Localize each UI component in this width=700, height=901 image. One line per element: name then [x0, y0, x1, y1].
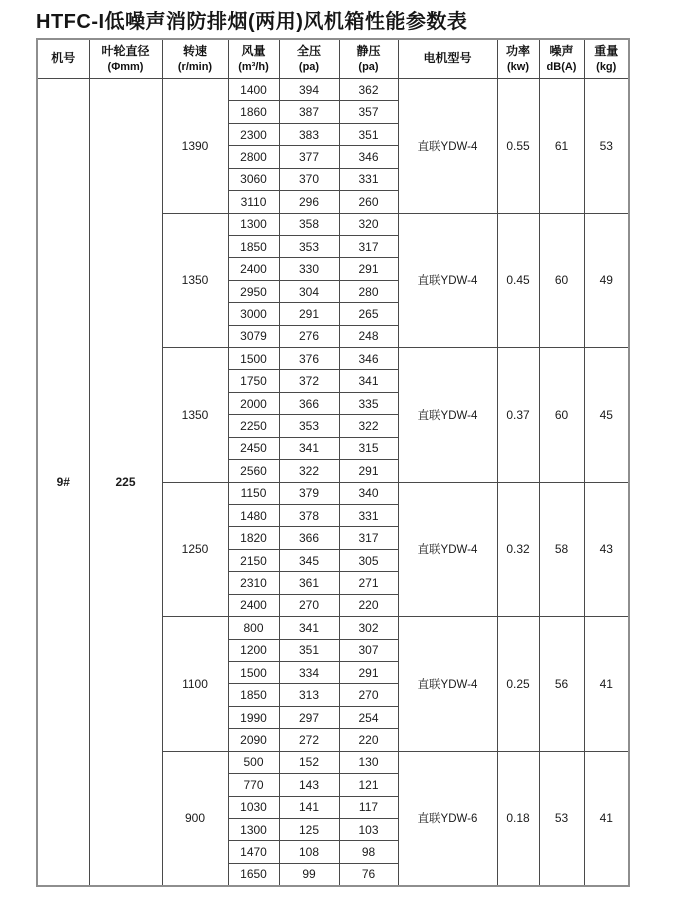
machine-no-cell: 9# [37, 79, 89, 887]
weight-cell: 49 [584, 213, 629, 348]
static-pressure-cell: 220 [339, 729, 398, 751]
total-pressure-cell: 141 [279, 796, 339, 818]
col-header-machine-no: 机号 [37, 39, 89, 79]
airflow-cell: 2450 [228, 437, 279, 459]
power-cell: 0.25 [497, 617, 539, 752]
airflow-cell: 2400 [228, 258, 279, 280]
static-pressure-cell: 315 [339, 437, 398, 459]
total-pressure-cell: 345 [279, 549, 339, 571]
airflow-cell: 2250 [228, 415, 279, 437]
weight-cell: 41 [584, 751, 629, 886]
static-pressure-cell: 248 [339, 325, 398, 347]
airflow-cell: 1820 [228, 527, 279, 549]
static-pressure-cell: 305 [339, 549, 398, 571]
airflow-cell: 1300 [228, 818, 279, 840]
total-pressure-cell: 372 [279, 370, 339, 392]
airflow-cell: 3110 [228, 191, 279, 213]
noise-cell: 60 [539, 348, 584, 483]
total-pressure-cell: 99 [279, 863, 339, 886]
static-pressure-cell: 291 [339, 460, 398, 482]
static-pressure-cell: 357 [339, 101, 398, 123]
static-pressure-cell: 320 [339, 213, 398, 235]
static-pressure-cell: 98 [339, 841, 398, 863]
airflow-cell: 2150 [228, 549, 279, 571]
airflow-cell: 1150 [228, 482, 279, 504]
col-header-speed: 转速 (r/min) [162, 39, 228, 79]
motor-model-cell: 直联YDW-6 [398, 751, 497, 886]
static-pressure-cell: 340 [339, 482, 398, 504]
static-pressure-cell: 346 [339, 146, 398, 168]
power-cell: 0.55 [497, 79, 539, 214]
total-pressure-cell: 330 [279, 258, 339, 280]
impeller-diameter-cell: 225 [89, 79, 162, 887]
total-pressure-cell: 353 [279, 235, 339, 257]
speed-cell: 1350 [162, 348, 228, 483]
airflow-cell: 1500 [228, 661, 279, 683]
noise-cell: 58 [539, 482, 584, 617]
total-pressure-cell: 383 [279, 123, 339, 145]
airflow-cell: 3000 [228, 303, 279, 325]
airflow-cell: 2300 [228, 123, 279, 145]
static-pressure-cell: 341 [339, 370, 398, 392]
speed-cell: 1250 [162, 482, 228, 617]
total-pressure-cell: 125 [279, 818, 339, 840]
total-pressure-cell: 276 [279, 325, 339, 347]
static-pressure-cell: 362 [339, 79, 398, 101]
motor-model-cell: 直联YDW-4 [398, 348, 497, 483]
total-pressure-cell: 272 [279, 729, 339, 751]
total-pressure-cell: 152 [279, 751, 339, 773]
noise-cell: 60 [539, 213, 584, 348]
static-pressure-cell: 317 [339, 527, 398, 549]
static-pressure-cell: 265 [339, 303, 398, 325]
static-pressure-cell: 254 [339, 706, 398, 728]
total-pressure-cell: 143 [279, 774, 339, 796]
total-pressure-cell: 366 [279, 392, 339, 414]
airflow-cell: 2310 [228, 572, 279, 594]
total-pressure-cell: 358 [279, 213, 339, 235]
power-cell: 0.45 [497, 213, 539, 348]
total-pressure-cell: 353 [279, 415, 339, 437]
header-row [37, 39, 629, 79]
total-pressure-cell: 341 [279, 617, 339, 639]
airflow-cell: 1500 [228, 348, 279, 370]
total-pressure-cell: 291 [279, 303, 339, 325]
static-pressure-cell: 351 [339, 123, 398, 145]
airflow-cell: 800 [228, 617, 279, 639]
static-pressure-cell: 117 [339, 796, 398, 818]
speed-cell: 900 [162, 751, 228, 886]
static-pressure-cell: 317 [339, 235, 398, 257]
col-header-static-pressure: 静压 (pa) [339, 39, 398, 79]
airflow-cell: 770 [228, 774, 279, 796]
col-header-noise: 噪声 dB(A) [539, 39, 584, 79]
table-row [37, 79, 629, 101]
total-pressure-cell: 334 [279, 661, 339, 683]
motor-model-cell: 直联YDW-4 [398, 617, 497, 752]
total-pressure-cell: 322 [279, 460, 339, 482]
airflow-cell: 1030 [228, 796, 279, 818]
motor-model-cell: 直联YDW-4 [398, 79, 497, 214]
weight-cell: 45 [584, 348, 629, 483]
static-pressure-cell: 271 [339, 572, 398, 594]
static-pressure-cell: 260 [339, 191, 398, 213]
total-pressure-cell: 297 [279, 706, 339, 728]
col-header-power: 功率 (kw) [497, 39, 539, 79]
total-pressure-cell: 377 [279, 146, 339, 168]
static-pressure-cell: 220 [339, 594, 398, 616]
total-pressure-cell: 376 [279, 348, 339, 370]
total-pressure-cell: 394 [279, 79, 339, 101]
airflow-cell: 1990 [228, 706, 279, 728]
total-pressure-cell: 296 [279, 191, 339, 213]
airflow-cell: 3060 [228, 168, 279, 190]
total-pressure-cell: 366 [279, 527, 339, 549]
total-pressure-cell: 108 [279, 841, 339, 863]
static-pressure-cell: 331 [339, 505, 398, 527]
airflow-cell: 1480 [228, 505, 279, 527]
total-pressure-cell: 370 [279, 168, 339, 190]
airflow-cell: 1750 [228, 370, 279, 392]
table-header [37, 39, 629, 79]
total-pressure-cell: 379 [279, 482, 339, 504]
total-pressure-cell: 387 [279, 101, 339, 123]
speed-cell: 1350 [162, 213, 228, 348]
static-pressure-cell: 121 [339, 774, 398, 796]
total-pressure-cell: 361 [279, 572, 339, 594]
static-pressure-cell: 335 [339, 392, 398, 414]
total-pressure-cell: 304 [279, 280, 339, 302]
table-body [37, 79, 629, 887]
airflow-cell: 2800 [228, 146, 279, 168]
static-pressure-cell: 270 [339, 684, 398, 706]
speed-cell: 1100 [162, 617, 228, 752]
airflow-cell: 2560 [228, 460, 279, 482]
noise-cell: 61 [539, 79, 584, 214]
fan-spec-table [36, 38, 630, 887]
airflow-cell: 2950 [228, 280, 279, 302]
motor-model-cell: 直联YDW-4 [398, 482, 497, 617]
airflow-cell: 3079 [228, 325, 279, 347]
airflow-cell: 1850 [228, 235, 279, 257]
col-header-airflow: 风量 (m³/h) [228, 39, 279, 79]
airflow-cell: 1860 [228, 101, 279, 123]
static-pressure-cell: 76 [339, 863, 398, 886]
static-pressure-cell: 280 [339, 280, 398, 302]
airflow-cell: 500 [228, 751, 279, 773]
motor-model-cell: 直联YDW-4 [398, 213, 497, 348]
static-pressure-cell: 302 [339, 617, 398, 639]
static-pressure-cell: 307 [339, 639, 398, 661]
static-pressure-cell: 103 [339, 818, 398, 840]
power-cell: 0.32 [497, 482, 539, 617]
airflow-cell: 2400 [228, 594, 279, 616]
col-header-total-pressure: 全压 (pa) [279, 39, 339, 79]
power-cell: 0.18 [497, 751, 539, 886]
airflow-cell: 1650 [228, 863, 279, 886]
noise-cell: 56 [539, 617, 584, 752]
total-pressure-cell: 313 [279, 684, 339, 706]
col-header-motor-model: 电机型号 [398, 39, 497, 79]
weight-cell: 43 [584, 482, 629, 617]
total-pressure-cell: 341 [279, 437, 339, 459]
airflow-cell: 2000 [228, 392, 279, 414]
static-pressure-cell: 130 [339, 751, 398, 773]
weight-cell: 53 [584, 79, 629, 214]
airflow-cell: 2090 [228, 729, 279, 751]
static-pressure-cell: 346 [339, 348, 398, 370]
static-pressure-cell: 291 [339, 258, 398, 280]
weight-cell: 41 [584, 617, 629, 752]
total-pressure-cell: 378 [279, 505, 339, 527]
noise-cell: 53 [539, 751, 584, 886]
airflow-cell: 1300 [228, 213, 279, 235]
total-pressure-cell: 351 [279, 639, 339, 661]
static-pressure-cell: 322 [339, 415, 398, 437]
power-cell: 0.37 [497, 348, 539, 483]
airflow-cell: 1200 [228, 639, 279, 661]
static-pressure-cell: 331 [339, 168, 398, 190]
total-pressure-cell: 270 [279, 594, 339, 616]
airflow-cell: 1850 [228, 684, 279, 706]
airflow-cell: 1400 [228, 79, 279, 101]
speed-cell: 1390 [162, 79, 228, 214]
page-title: HTFC-I低噪声消防排烟(两用)风机箱性能参数表 [36, 11, 468, 33]
airflow-cell: 1470 [228, 841, 279, 863]
static-pressure-cell: 291 [339, 661, 398, 683]
col-header-weight: 重量 (kg) [584, 39, 629, 79]
col-header-impeller-diameter: 叶轮直径 (Φmm) [89, 39, 162, 79]
